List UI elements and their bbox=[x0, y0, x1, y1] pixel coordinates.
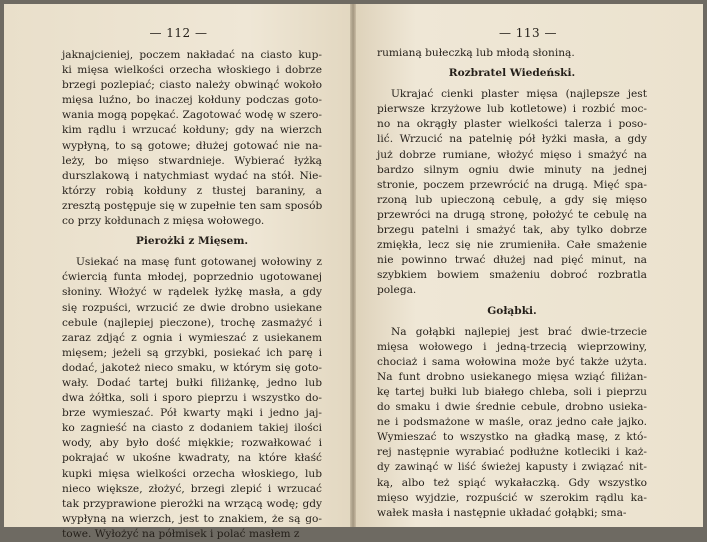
text-line: mięsa luźno, bo inaczej kołduny podczas goto- bbox=[62, 94, 322, 107]
left-page-number: — 112 — bbox=[149, 26, 208, 40]
text-line: pierwsze krzyżowe lub kotletowe) i rozbić moc- bbox=[377, 103, 647, 116]
text-line: bardzo silnym ogniu dwie minuty na jednej bbox=[377, 163, 647, 176]
text-line: stronie, poczem przewrócić na drugą. Mięć spa- bbox=[377, 178, 647, 191]
text-line: wałek masła i następnie układać gołąbki; sma- bbox=[377, 506, 627, 519]
left-page-text bbox=[62, 48, 322, 542]
left-heading: Pierożki z Mięsem. bbox=[135, 235, 249, 248]
text-line: ko zagnieść na ciasto z dodaniem takiej ilości bbox=[62, 422, 322, 435]
text-line: nie powinno trwać dłużej nad pięć minut, na bbox=[377, 254, 647, 267]
text-line: do smaku i dwie średnie cebule, drobno usieka- bbox=[377, 401, 647, 414]
text-line: rzoną lub upieczoną cebulę, a gdy się mięso bbox=[377, 193, 647, 206]
text-line: Na funt drobno usiekanego mięsa wziąć filiżan- bbox=[377, 370, 647, 383]
right-page-text bbox=[377, 46, 647, 521]
text-line: no na okrągły plaster wielkości talerza i poso- bbox=[377, 118, 647, 131]
text-line: brze wymieszać. Pół kwarty mąki i jedno jaj- bbox=[62, 407, 322, 420]
book-spread bbox=[4, 4, 703, 540]
text-line: wody, aby było dość miękkie; rozwałkować i bbox=[62, 437, 322, 450]
text-line: jaknajcieniej, poczem nakładać na ciasto kup- bbox=[62, 49, 322, 61]
text-line: dwa żółtka, soli i sporo pieprzu i wszystko do- bbox=[62, 392, 322, 405]
right-heading-2: Gołąbki. bbox=[487, 304, 537, 317]
text-line: mięsem; jeżeli są grzybki, posiekać ich parę i bbox=[62, 346, 322, 359]
text-line: zresztą postępuje się w zupełnie ten sam sposób bbox=[62, 199, 323, 212]
text-line: kupki mięsa wielkości orzecha włoskiego, lub bbox=[62, 467, 322, 480]
text-line: szybkiem bowiem smażeniu dobroć rozbratla bbox=[377, 269, 647, 282]
text-line: polega. bbox=[377, 284, 417, 297]
text-line: ką, albo też spiąć wykałaczką. Gdy wszystko bbox=[377, 476, 647, 489]
text-line: ne i podsmażone w maśle, oraz jedno całe jajko. bbox=[377, 416, 647, 429]
text-line: kim rądlu i wrzucać kołduny; gdy na wierzch bbox=[62, 124, 322, 137]
text-line: ćwiercią funta młodej, poprzednio ugotowanej bbox=[62, 271, 322, 284]
right-page-number: — 113 — bbox=[498, 26, 558, 40]
text-line: zaraz zdjąć z ognia i wymieszać z usiekanem bbox=[62, 331, 322, 344]
left-paragraph-1 bbox=[62, 48, 322, 229]
text-line: mięsa wołowego i jedną-trzecią wieprzowiny, bbox=[377, 340, 647, 353]
text-line: kę tartej bułki lub białego chleba, soli i pieprzu bbox=[377, 385, 647, 398]
text-line: Wymieszać to wszystko na gładką masę, z któ- bbox=[377, 431, 647, 444]
text-line: Usiekać na masę funt gotowanej wołowiny z bbox=[76, 256, 322, 269]
text-line: cebule (najlepiej pieczone), trochę zasmażyć i bbox=[62, 316, 322, 329]
text-line: pokrajać w ukośne kwadraty, na które kłaść bbox=[62, 452, 322, 465]
text-line: brzegu patelni i smażyć tak, aby tylko dobrze bbox=[377, 224, 647, 237]
right-heading-1: Rozbratel Wiedeński. bbox=[448, 67, 576, 80]
text-line: dy zawinąć w liść świeżej kapusty i związać nit- bbox=[377, 461, 647, 474]
text-line: ki mięsa wielkości orzecha włoskiego i dobrze bbox=[62, 64, 322, 77]
text-line: dodać, jakoteż nieco smaku, w którym się goto- bbox=[62, 361, 322, 374]
text-line: co przy kołdunach z mięsa wołowego. bbox=[62, 215, 265, 228]
text-line: durszlakową i natychmiast wydać na stół. Nie- bbox=[62, 169, 322, 182]
text-line: słoniny. Włożyć w rądelek łyżkę masła, a gdy bbox=[62, 286, 322, 299]
text-line: rumianą bułeczką lub młodą słoniną. bbox=[377, 47, 575, 59]
left-page bbox=[4, 4, 353, 540]
text-line: Na gołąbki najlepiej jest brać dwie-trzecie bbox=[391, 325, 647, 338]
text-line: wypłyną na wierzch, jest to znakiem, że są go- bbox=[62, 512, 322, 525]
text-line: leży, bo mięso stwardnieje. Wybierać łyżką bbox=[62, 154, 322, 167]
text-line: wały. Dodać tartej bułki filiżankę, jedno lub bbox=[62, 376, 322, 389]
text-line: wania mogą popękać. Zagotować wodę w szero- bbox=[62, 109, 322, 122]
text-line: mięso wyjdzie, rozpuścić w szerokim rądlu ka- bbox=[377, 491, 647, 504]
text-line: chociaż i sama wołowina może być także użyta. bbox=[377, 355, 647, 368]
left-paragraph-2 bbox=[62, 255, 322, 542]
right-paragraph-3 bbox=[377, 325, 647, 521]
text-line: się rozpuści, wrzucić ze dwie drobno usiekane bbox=[62, 301, 322, 314]
text-line: Ukrajać cienki plaster mięsa (najlepsze jest bbox=[391, 88, 647, 101]
right-paragraph-2 bbox=[377, 87, 647, 298]
text-line: towe. Wyłożyć na półmisek i polać masłem z bbox=[62, 527, 300, 540]
book-gutter bbox=[350, 4, 356, 527]
text-line: przewróci na drugą stronę, położyć te cebulę na bbox=[377, 208, 647, 221]
text-line: brzegi pozlepiać; ciasto należy obwinąć wokoło bbox=[62, 79, 322, 92]
text-line: którzy robią kołduny z tłustej baraniny, a bbox=[62, 184, 322, 197]
text-line: już dobrze rumiane, włożyć mięso i smażyć na bbox=[377, 148, 647, 161]
text-line: lić. Wrzucić na patelnię pół łyżki masła, a gdy bbox=[377, 133, 647, 146]
text-line: rej następnie wyrabiać podłużne kotleciki i każ- bbox=[377, 446, 647, 459]
text-line: wypłyną, to są gotowe; dłużej gotować nie na- bbox=[62, 139, 322, 152]
text-line: tak przyprawione pierożki na wrzącą wodę; gdy bbox=[62, 497, 322, 510]
right-paragraph-1 bbox=[377, 46, 647, 61]
text-line: nieco większe, złożyć, brzegi zlepić i wrzucać bbox=[62, 482, 322, 495]
text-line: zmiękła, lecz się nie zrumieniła. Całe smażenie bbox=[377, 239, 647, 252]
right-page bbox=[353, 4, 703, 527]
